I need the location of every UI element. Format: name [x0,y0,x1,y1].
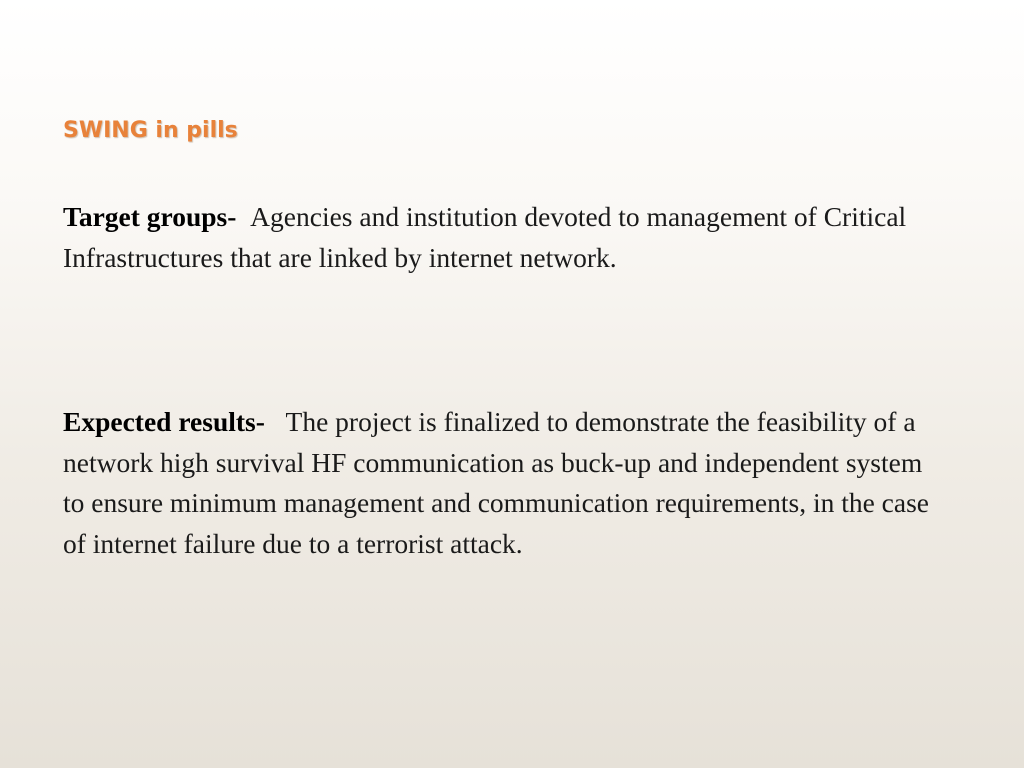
slide-title: SWING in pills [63,118,238,143]
target-groups-label: Target groups- [63,201,237,232]
target-groups-paragraph [63,197,943,278]
expected-results-label: Expected results- [63,406,265,437]
target-groups-text: Agencies and institution devoted to management of Critical Infrastructures that are linked by internet network. [63,201,907,273]
expected-results-paragraph [63,402,943,564]
expected-results-text: The project is finalized to demonstrate the feasibility of a network high survival HF communication as buck-up and independent system to ensure minimum management and communication requirements, in the case of internet failure due to a terrorist attack. [63,406,929,559]
